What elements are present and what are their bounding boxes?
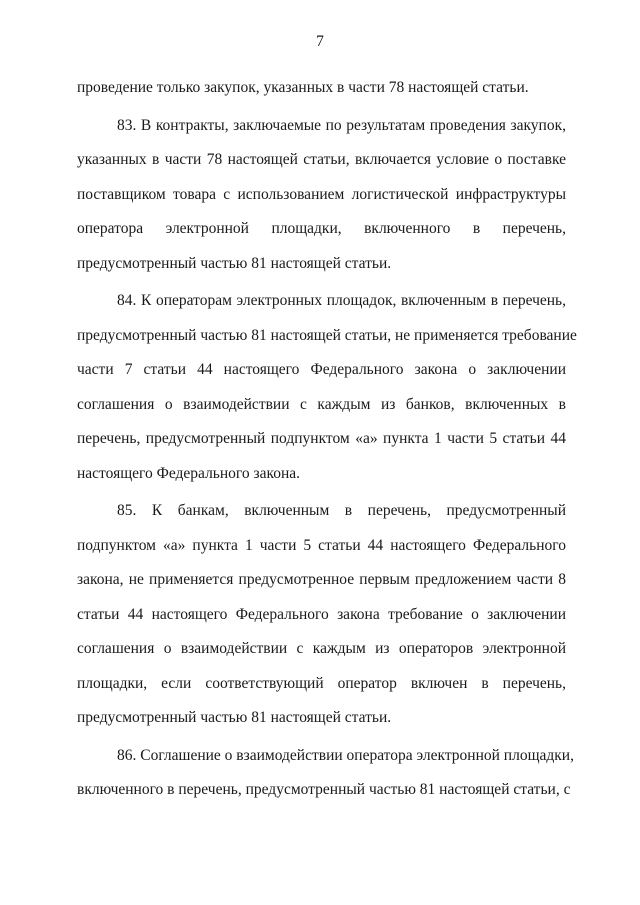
text-line: 83. В контракты, заключаемые по результатам проведения закупок, bbox=[117, 116, 566, 134]
text-line: подпунктом «а» пункта 1 части 5 статьи 44 настоящего Федерального bbox=[77, 536, 566, 554]
text-line: оператора электронной площадки, включенного в перечень, bbox=[77, 220, 566, 237]
paragraph-84 bbox=[77, 284, 577, 491]
text-line: предусмотренный частью 81 настоящей статьи. bbox=[77, 709, 392, 726]
text-line: статьи 44 настоящего Федерального закона требование о заключении bbox=[77, 605, 566, 623]
document-body bbox=[77, 71, 577, 808]
paragraph-85 bbox=[77, 494, 566, 736]
page-number: 7 bbox=[316, 33, 324, 50]
text-line: соглашения о взаимодействии с каждым из операторов электронной bbox=[77, 640, 566, 657]
text-line: перечень, предусмотренный подпунктом «а» пункта 1 части 5 статьи 44 bbox=[77, 430, 566, 447]
paragraph-83 bbox=[77, 109, 566, 282]
text-line: соглашения о взаимодействии с каждым из банков, включенных в bbox=[77, 395, 566, 413]
text-line: включенного в перечень, предусмотренный частью 81 настоящей статьи, с bbox=[77, 781, 571, 798]
paragraph-86 bbox=[77, 739, 574, 808]
text-line: указанных в части 78 настоящей статьи, включается условие о поставке bbox=[77, 151, 566, 168]
text-line: предусмотренный частью 81 настоящей статьи. bbox=[77, 254, 392, 272]
text-line: настоящего Федерального закона. bbox=[77, 464, 301, 482]
text-line: части 7 статьи 44 настоящего Федерального закона о заключении bbox=[77, 361, 566, 378]
text-line: поставщиком товара с использованием логистической инфраструктуры bbox=[77, 185, 566, 203]
text-line: предусмотренный частью 81 настоящей статьи, не применяется требование bbox=[77, 326, 577, 344]
text-line: проведение только закупок, указанных в части 78 настоящей статьи. bbox=[77, 79, 529, 96]
paragraph-continuation bbox=[77, 71, 566, 106]
text-line: закона, не применяется предусмотренное первым предложением части 8 bbox=[77, 571, 566, 588]
text-line: 85. К банкам, включенным в перечень, предусмотренный bbox=[117, 502, 566, 519]
text-line: 84. К операторам электронных площадок, включенным в перечень, bbox=[117, 292, 566, 309]
text-line: 86. Соглашение о взаимодействии оператора электронной площадки, bbox=[117, 746, 574, 764]
text-line: площадки, если соответствующий оператор включен в перечень, bbox=[77, 674, 566, 692]
